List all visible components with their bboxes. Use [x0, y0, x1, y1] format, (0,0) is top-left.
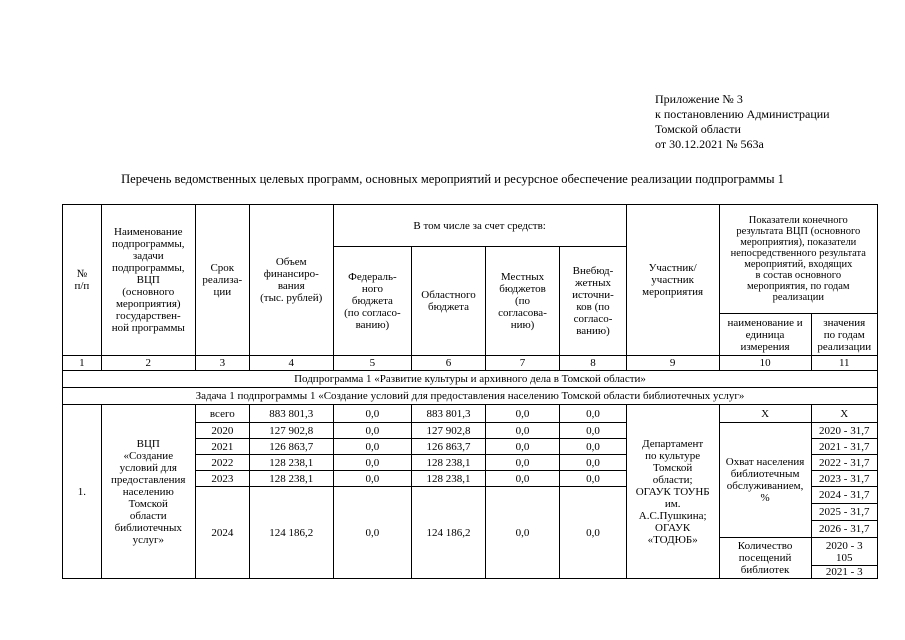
local-cell: 0,0 [485, 455, 560, 471]
local-cell: 0,0 [485, 439, 560, 455]
year-cell: всего [195, 405, 249, 423]
column-number: 4 [249, 356, 333, 371]
federal-cell: 0,0 [333, 471, 412, 487]
indicator-value: 2020 - 3 105 [811, 538, 877, 566]
item-name: ВЦП «Создание условий для предоставления населению Томской области библиотечных услуг» [101, 405, 195, 579]
resource-table [62, 204, 878, 579]
header-local: Местных бюджетов (по согласова- нию) [485, 247, 560, 356]
regional-cell: 883 801,3 [412, 405, 486, 423]
regional-cell: 127 902,8 [412, 423, 486, 439]
column-number: 11 [811, 356, 877, 371]
header-extra: Внебюд- жетных источни- ков (по согласо- ванию) [560, 247, 626, 356]
item-number: 1. [63, 405, 102, 579]
header-indicator-name: наименование и единица измерения [719, 314, 811, 356]
indicator-value: 2021 - 3 [811, 566, 877, 579]
volume-cell: 126 863,7 [249, 439, 333, 455]
appendix-line: Приложение № 3 [655, 92, 743, 106]
regional-cell: 124 186,2 [412, 487, 486, 579]
column-number: 3 [195, 356, 249, 371]
indicator-value: 2022 - 31,7 [811, 455, 877, 471]
column-number: 6 [412, 356, 486, 371]
year-cell: 2022 [195, 455, 249, 471]
extra-cell: 0,0 [560, 455, 626, 471]
header-num: № п/п [63, 205, 102, 356]
extra-cell: 0,0 [560, 487, 626, 579]
column-number: 8 [560, 356, 626, 371]
local-cell: 0,0 [485, 471, 560, 487]
header-regional: Областного бюджета [412, 247, 486, 356]
federal-cell: 0,0 [333, 423, 412, 439]
extra-cell: 0,0 [560, 423, 626, 439]
indicator-value: 2023 - 31,7 [811, 471, 877, 487]
year-cell: 2024 [195, 487, 249, 579]
indicator-value: 2025 - 31,7 [811, 504, 877, 521]
federal-cell: 0,0 [333, 487, 412, 579]
regional-cell: 128 238,1 [412, 471, 486, 487]
header-name: Наименование подпрограммы, задачи подпрограммы, ВЦП (основного мероприятия) государствен- ной программы [101, 205, 195, 356]
participant-cell: Департамент по культуре Томской области; ОГАУК ТОУНБ им. А.С.Пушкина; ОГАУК «ТОДЮБ» [626, 405, 719, 579]
volume-cell: 128 238,1 [249, 455, 333, 471]
indicator-visits-name: Количество посещений библиотек [719, 538, 811, 579]
regional-cell: 126 863,7 [412, 439, 486, 455]
column-number: 5 [333, 356, 412, 371]
column-number: 2 [101, 356, 195, 371]
column-number: 10 [719, 356, 811, 371]
volume-cell: 883 801,3 [249, 405, 333, 423]
indicator-value: 2020 - 31,7 [811, 423, 877, 439]
column-number: 9 [626, 356, 719, 371]
header-including: В том числе за счет средств: [333, 205, 626, 247]
extra-cell: 0,0 [560, 405, 626, 423]
year-cell: 2020 [195, 423, 249, 439]
appendix-line: Томской области [655, 122, 741, 136]
document-title: Перечень ведомственных целевых программ, основных мероприятий и ресурсное обеспечение реализации подпрограммы 1 [121, 172, 784, 186]
appendix-line: от 30.12.2021 № 563а [655, 137, 764, 151]
indicator-value: 2026 - 31,7 [811, 521, 877, 538]
indicator-coverage-name: Охват населения библиотечным обслуживанием, % [719, 423, 811, 538]
column-number: 7 [485, 356, 560, 371]
header-indicators: Показатели конечного результата ВЦП (основного мероприятия), показатели непосредственного результата мероприятий, входящих в состав основного мероприятия, по годам реализации [719, 205, 877, 314]
extra-cell: 0,0 [560, 439, 626, 455]
column-number: 1 [63, 356, 102, 371]
federal-cell: 0,0 [333, 439, 412, 455]
extra-cell: 0,0 [560, 471, 626, 487]
appendix-block [655, 92, 830, 152]
header-volume: Объем финансиро- вания (тыс. рублей) [249, 205, 333, 356]
header-term: Срок реализа- ции [195, 205, 249, 356]
year-cell: 2021 [195, 439, 249, 455]
indicator-x-value: Х [811, 405, 877, 423]
indicator-x-name: Х [719, 405, 811, 423]
regional-cell: 128 238,1 [412, 455, 486, 471]
volume-cell: 127 902,8 [249, 423, 333, 439]
local-cell: 0,0 [485, 423, 560, 439]
header-federal: Федераль- ного бюджета (по согласо- ванию) [333, 247, 412, 356]
header-participant: Участник/ участник мероприятия [626, 205, 719, 356]
indicator-value: 2024 - 31,7 [811, 487, 877, 504]
indicator-value: 2021 - 31,7 [811, 439, 877, 455]
appendix-line: к постановлению Администрации [655, 107, 830, 121]
local-cell: 0,0 [485, 405, 560, 423]
local-cell: 0,0 [485, 487, 560, 579]
subprogram-row: Подпрограмма 1 «Развитие культуры и архивного дела в Томской области» [63, 371, 878, 388]
federal-cell: 0,0 [333, 455, 412, 471]
year-cell: 2023 [195, 471, 249, 487]
header-indicator-values: значения по годам реализации [811, 314, 877, 356]
volume-cell: 124 186,2 [249, 487, 333, 579]
volume-cell: 128 238,1 [249, 471, 333, 487]
federal-cell: 0,0 [333, 405, 412, 423]
task-row: Задача 1 подпрограммы 1 «Создание условий для предоставления населению Томской области библиотечных услуг» [63, 388, 878, 405]
